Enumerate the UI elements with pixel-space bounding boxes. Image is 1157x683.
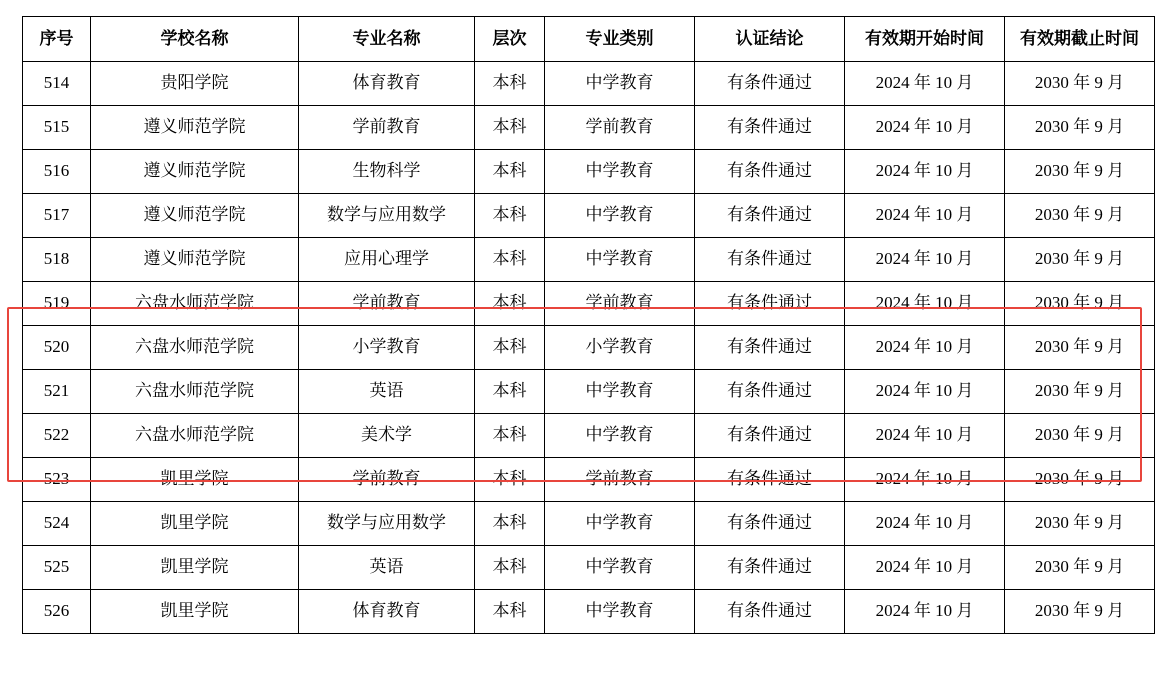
cell-major: 数学与应用数学 [299,502,475,546]
cell-conclusion: 有条件通过 [695,106,845,150]
column-header-major: 专业名称 [299,17,475,62]
cell-conclusion: 有条件通过 [695,502,845,546]
cell-major-category: 中学教育 [545,194,695,238]
cell-conclusion: 有条件通过 [695,414,845,458]
cell-conclusion: 有条件通过 [695,150,845,194]
cell-valid-from: 2024 年 10 月 [845,414,1005,458]
cell-conclusion: 有条件通过 [695,370,845,414]
cell-conclusion: 有条件通过 [695,458,845,502]
cell-school: 六盘水师范学院 [91,370,299,414]
cell-school: 遵义师范学院 [91,238,299,282]
cell-school: 遵义师范学院 [91,150,299,194]
cell-conclusion: 有条件通过 [695,282,845,326]
cell-valid-from: 2024 年 10 月 [845,282,1005,326]
cell-level: 本科 [475,282,545,326]
cell-major: 数学与应用数学 [299,194,475,238]
cell-valid-from: 2024 年 10 月 [845,546,1005,590]
cell-index: 516 [23,150,91,194]
cell-major-category: 中学教育 [545,414,695,458]
table-row [23,282,1155,326]
cell-valid-to: 2030 年 9 月 [1005,590,1155,634]
cell-valid-from: 2024 年 10 月 [845,502,1005,546]
certification-table [22,16,1155,634]
cell-major-category: 中学教育 [545,370,695,414]
cell-major: 英语 [299,546,475,590]
cell-index: 514 [23,62,91,106]
cell-index: 523 [23,458,91,502]
column-header-school: 学校名称 [91,17,299,62]
cell-major-category: 学前教育 [545,458,695,502]
table-row [23,62,1155,106]
cell-valid-from: 2024 年 10 月 [845,150,1005,194]
column-header-level: 层次 [475,17,545,62]
cell-major-category: 学前教育 [545,282,695,326]
cell-valid-to: 2030 年 9 月 [1005,326,1155,370]
table-row [23,546,1155,590]
cell-index: 521 [23,370,91,414]
cell-valid-from: 2024 年 10 月 [845,194,1005,238]
cell-valid-from: 2024 年 10 月 [845,106,1005,150]
column-header-valid-from: 有效期开始时间 [845,17,1005,62]
cell-level: 本科 [475,414,545,458]
cell-conclusion: 有条件通过 [695,590,845,634]
cell-major: 体育教育 [299,62,475,106]
cell-major: 小学教育 [299,326,475,370]
cell-valid-to: 2030 年 9 月 [1005,414,1155,458]
cell-conclusion: 有条件通过 [695,238,845,282]
cell-index: 522 [23,414,91,458]
table-header [23,17,1155,62]
table-row [23,370,1155,414]
table-row [23,194,1155,238]
cell-valid-to: 2030 年 9 月 [1005,458,1155,502]
cell-major: 学前教育 [299,106,475,150]
cell-valid-to: 2030 年 9 月 [1005,150,1155,194]
cell-major: 学前教育 [299,458,475,502]
table-row [23,590,1155,634]
cell-school: 凯里学院 [91,502,299,546]
cell-major-category: 中学教育 [545,502,695,546]
table-row [23,502,1155,546]
cell-school: 六盘水师范学院 [91,282,299,326]
cell-valid-from: 2024 年 10 月 [845,458,1005,502]
cell-index: 526 [23,590,91,634]
cell-level: 本科 [475,502,545,546]
table-row [23,150,1155,194]
cell-level: 本科 [475,590,545,634]
cell-level: 本科 [475,370,545,414]
cell-index: 520 [23,326,91,370]
cell-major: 学前教育 [299,282,475,326]
cell-valid-from: 2024 年 10 月 [845,62,1005,106]
cell-major: 英语 [299,370,475,414]
cell-school: 贵阳学院 [91,62,299,106]
table-row [23,326,1155,370]
cell-conclusion: 有条件通过 [695,194,845,238]
column-header-index: 序号 [23,17,91,62]
cell-index: 518 [23,238,91,282]
cell-level: 本科 [475,106,545,150]
cell-level: 本科 [475,150,545,194]
cell-major-category: 中学教育 [545,238,695,282]
table-row [23,458,1155,502]
cell-major-category: 中学教育 [545,150,695,194]
cell-level: 本科 [475,62,545,106]
cell-major: 应用心理学 [299,238,475,282]
cell-valid-to: 2030 年 9 月 [1005,282,1155,326]
cell-level: 本科 [475,458,545,502]
cell-major-category: 中学教育 [545,590,695,634]
cell-valid-from: 2024 年 10 月 [845,238,1005,282]
column-header-valid-to: 有效期截止时间 [1005,17,1155,62]
cell-school: 六盘水师范学院 [91,326,299,370]
cell-index: 524 [23,502,91,546]
table-body [23,62,1155,634]
document-page [0,16,1157,683]
cell-school: 六盘水师范学院 [91,414,299,458]
cell-major-category: 小学教育 [545,326,695,370]
cell-school: 凯里学院 [91,590,299,634]
cell-school: 遵义师范学院 [91,106,299,150]
cell-level: 本科 [475,546,545,590]
table-header-row [23,17,1155,62]
cell-valid-to: 2030 年 9 月 [1005,194,1155,238]
cell-valid-to: 2030 年 9 月 [1005,106,1155,150]
cell-index: 525 [23,546,91,590]
cell-valid-to: 2030 年 9 月 [1005,370,1155,414]
cell-valid-from: 2024 年 10 月 [845,590,1005,634]
cell-valid-from: 2024 年 10 月 [845,370,1005,414]
column-header-conclusion: 认证结论 [695,17,845,62]
cell-major: 美术学 [299,414,475,458]
cell-major: 体育教育 [299,590,475,634]
cell-level: 本科 [475,238,545,282]
cell-valid-from: 2024 年 10 月 [845,326,1005,370]
cell-index: 515 [23,106,91,150]
table-row [23,238,1155,282]
column-header-major-category: 专业类别 [545,17,695,62]
cell-major-category: 中学教育 [545,546,695,590]
cell-major: 生物科学 [299,150,475,194]
cell-valid-to: 2030 年 9 月 [1005,546,1155,590]
table-row [23,106,1155,150]
cell-valid-to: 2030 年 9 月 [1005,62,1155,106]
cell-index: 517 [23,194,91,238]
cell-school: 遵义师范学院 [91,194,299,238]
cell-major-category: 学前教育 [545,106,695,150]
cell-level: 本科 [475,194,545,238]
cell-valid-to: 2030 年 9 月 [1005,238,1155,282]
cell-valid-to: 2030 年 9 月 [1005,502,1155,546]
cell-index: 519 [23,282,91,326]
cell-conclusion: 有条件通过 [695,62,845,106]
cell-school: 凯里学院 [91,458,299,502]
cell-level: 本科 [475,326,545,370]
cell-school: 凯里学院 [91,546,299,590]
cell-conclusion: 有条件通过 [695,546,845,590]
cell-major-category: 中学教育 [545,62,695,106]
table-row [23,414,1155,458]
cell-conclusion: 有条件通过 [695,326,845,370]
